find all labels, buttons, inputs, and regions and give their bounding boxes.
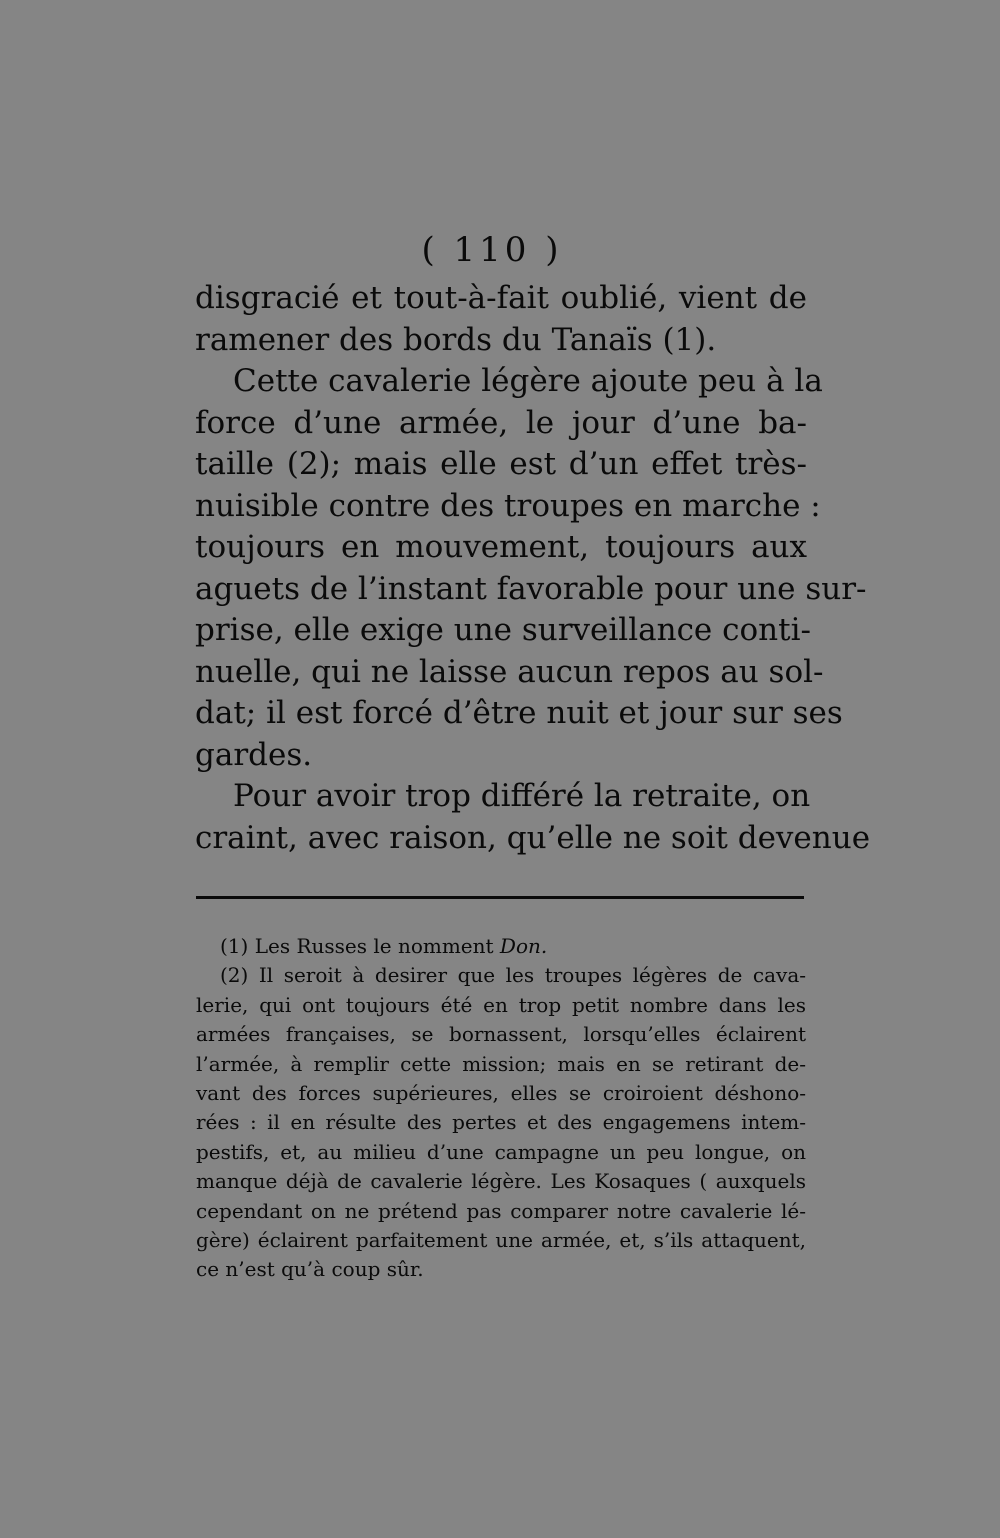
body-line: aguets de l’instant favorable pour une sur- [195, 570, 867, 607]
footnote-2-line: pestifs, et, au milieu d’une campagne un peu longue, on [196, 1139, 806, 1164]
footnote-2-line: manque déjà de cavalerie légère. Les Kosaques ( auxquels [196, 1169, 806, 1194]
body-line: nuelle, qui ne laisse aucun repos au sol- [195, 653, 824, 690]
body-line: taille (2); mais elle est d’un effet très- [195, 446, 807, 482]
body-line: Pour avoir trop différé la retraite, on [233, 778, 811, 814]
footnote-1-marker: (1) [220, 934, 249, 958]
footnote-2-line: lerie, qui ont toujours été en trop petit nombre dans les [196, 992, 806, 1017]
body-line: craint, avec raison, qu’elle ne soit devenue [195, 819, 871, 856]
body-line: Cette cavalerie légère ajoute peu à la [233, 363, 823, 399]
footnote-2-line: (2) Il seroit à desirer que les troupes légères de cava- [220, 963, 806, 988]
body-line: ramener des bords du Tanaïs (1). [195, 321, 717, 358]
body-line: disgracié et tout-à-fait oublié, vient de [195, 280, 807, 316]
body-line: force d’une armée, le jour d’une ba- [195, 404, 807, 441]
footnote-2-line: armées françaises, se bornassent, lorsqu’elles éclairent [196, 1022, 806, 1047]
body-line: prise, elle exige une surveillance conti- [195, 612, 811, 648]
body-line: nuisible contre des troupes en marche : [195, 487, 821, 524]
body-line: toujours en mouvement, toujours aux [195, 529, 807, 565]
body-line: gardes. [195, 736, 313, 773]
footnote-2-line: gère) éclairent parfaitement une armée, et, s’ils attaquent, [196, 1227, 806, 1252]
footnote-2-line: l’armée, à remplir cette mission; mais en se retirant de- [196, 1051, 806, 1076]
footnote-2-line: vant des forces supérieures, elles se croiroient déshono- [196, 1080, 806, 1105]
page-number: ( 110 ) [421, 230, 563, 270]
footnote-1-text: Les Russes le nomment [254, 934, 494, 958]
footnote-2-line: cependant on ne prétend pas comparer notre cavalerie lé- [196, 1198, 806, 1223]
footnote-2-line: ce n’est qu’à coup sûr. [196, 1257, 424, 1282]
body-text [195, 278, 871, 859]
footnote-1-italic: Don. [499, 934, 548, 958]
body-line: dat; il est forcé d’être nuit et jour sur ses [195, 695, 843, 731]
footnote-2-line: rées : il en résulte des pertes et des engagemens intem- [196, 1110, 806, 1135]
footnote-rule [196, 896, 804, 899]
footnote-1 [196, 932, 806, 961]
footnotes [196, 932, 806, 1285]
